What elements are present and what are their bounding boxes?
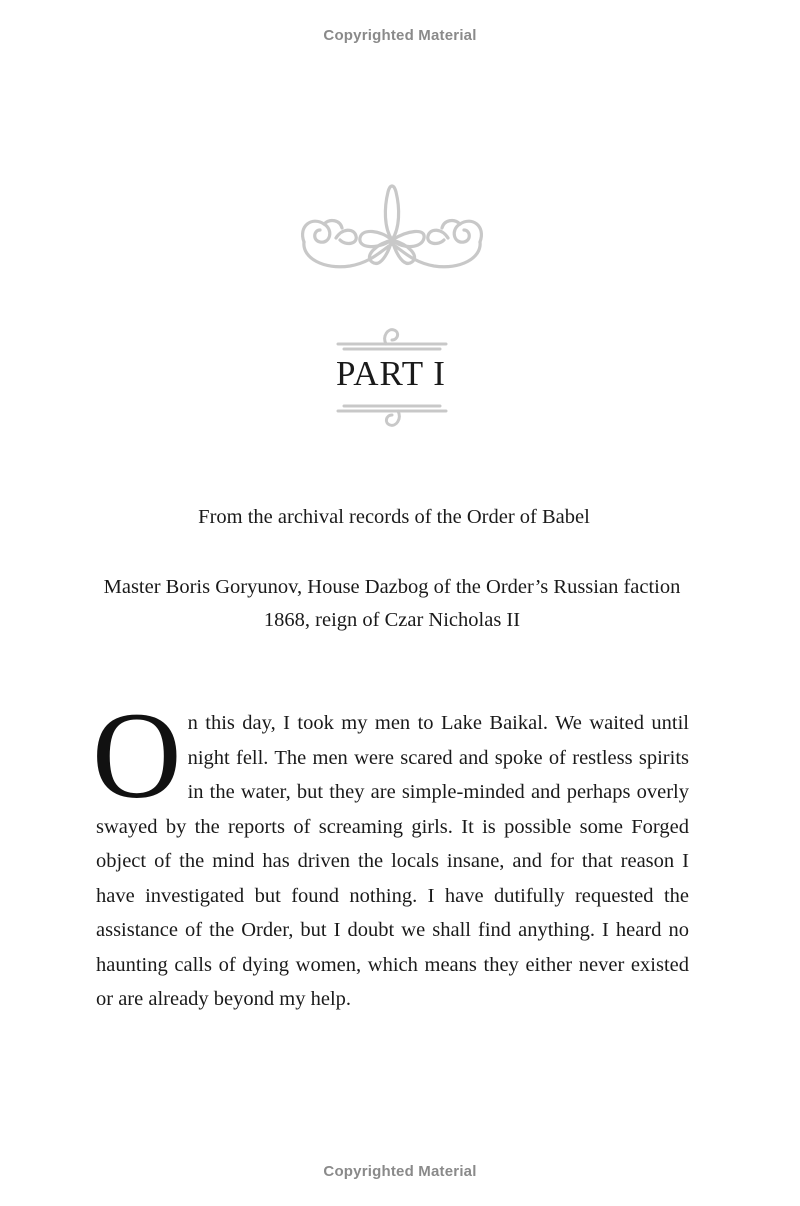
attribution-line: Master Boris Goryunov, House Dazbog of the Order’s Russian faction 1868, reign of Czar Nicholas II (103, 576, 681, 631)
drop-cap-letter: O (92, 687, 182, 824)
part-title: PART I (336, 354, 446, 393)
body-text: n this day, I took my men to Lake Baikal. We waited until night fell. The men were scared and spoke of restless spirits in the water, but they are simple-minded and perhaps overly swayed by the reports of screaming girls. It is possible some Forged object of the mind has driven the locals insane, and for that reason I have investigated but found nothing. I have dutifully requested the assistance of the Order, but I doubt we shall find anything. I heard no haunting calls of dying women, which means they either never existed or are already beyond my help. (96, 712, 689, 1010)
copyright-watermark-top: Copyrighted Material (323, 27, 477, 44)
copyright-watermark-bottom: Copyrighted Material (323, 1163, 477, 1180)
body-paragraph (92, 687, 689, 1017)
flourish-ornament-icon (280, 178, 504, 278)
archival-source-line: From the archival records of the Order of Babel (198, 506, 590, 528)
